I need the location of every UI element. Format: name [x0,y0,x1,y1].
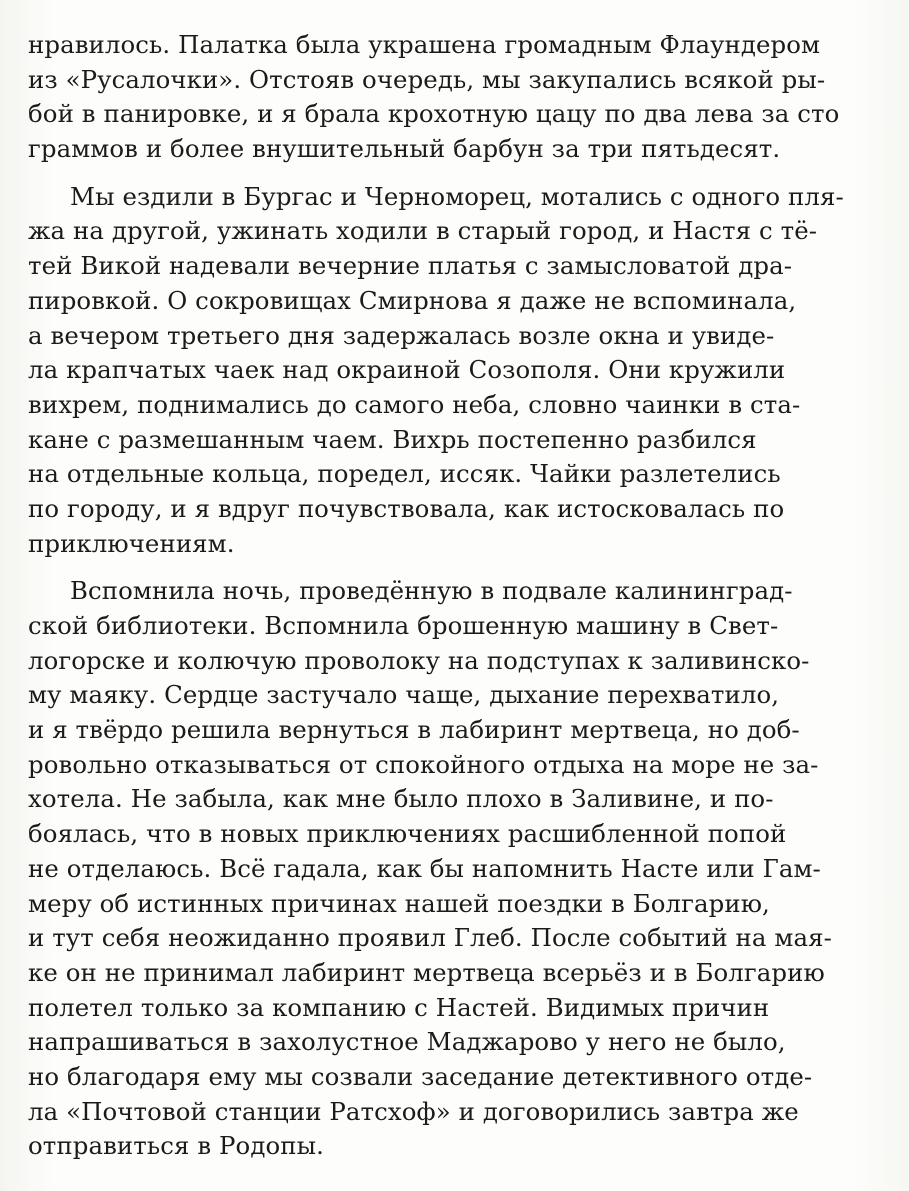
text-line: нравилось. Палатка была украшена громадным Флаундером [28,30,821,59]
paragraph-3 [28,574,832,1164]
text-line: бой в панировке, и я брала крохотную цацу по два лева за сто [28,99,840,129]
text-line: на отдельные кольца, поредел, иссяк. Чайки разлетелись [28,459,781,489]
text-line: Вспомнила ночь, проведённую в подвале калининград- [70,576,793,606]
text-line: меру об истинных причинах нашей поездки в Болгарию, [28,888,770,918]
text-line: по городу, и я вдруг почувствовала, как истосковалась по [28,493,785,523]
paragraph-1 [28,28,840,167]
text-line: из «Русалочки». Отстояв очередь, мы закупались всякой ры- [28,64,826,94]
text-line: му маяку. Сердце застучало чаще, дыхание перехватило, [28,680,780,710]
paragraph-gap [28,167,780,180]
text-line: боялась, что в новых приключениях расшибленной попой [28,819,787,849]
text-line: а вечером третьего дня задержалась возле окна и увиде- [28,320,775,350]
text-line: и тут себя неожиданно проявил Глеб. После событий на мая- [28,923,832,953]
body-text [28,28,844,1164]
text-line: ке он не принимал лабиринт мертвеца всерьёз и в Болгарию [28,957,825,987]
text-line: ровольно отказываться от спокойного отдыха на море не за- [28,749,819,779]
text-line: Мы ездили в Бургас и Черноморец, мотались с одного пля- [70,181,844,211]
text-line: тей Викой надевали вечерние платья с замысловатой дра- [28,251,793,281]
text-line: и я твёрдо решила вернуться в лабиринт мертвеца, но доб- [28,715,800,745]
text-line: пировкой. О сокровищах Смирнова я даже не вспоминала, [28,285,797,315]
text-line: приключениям. [28,528,235,558]
text-line: ла «Почтовой станции Ратсхоф» и договорились завтра же [28,1096,799,1126]
text-line: вихрем, поднимались до самого неба, словно чаинки в ста- [28,389,801,419]
text-line: хотела. Не забыла, как мне было плохо в Заливине, и по- [28,784,774,814]
text-line: отправиться в Родопы. [28,1131,324,1161]
text-line: но благодаря ему мы созвали заседание детективного отде- [28,1061,813,1091]
text-line: жа на другой, ужинать ходили в старый город, и Настя с тё- [28,216,818,246]
text-line: напрашиваться в захолустное Маджарово у него не было, [28,1027,786,1057]
paragraph-gap [28,561,780,574]
text-line: ской библиотеки. Вспомнила брошенную машину в Свет- [28,611,779,640]
paragraph-2 [28,180,844,562]
text-line: граммов и более внушительный барбун за три пятьдесят. [28,134,781,164]
text-line: не отделаюсь. Всё гадала, как бы напомнить Насте или Гам- [28,853,821,883]
text-line: полетел только за компанию с Настей. Видимых причин [28,992,770,1022]
text-line: логорске и колючую проволоку на подступах к заливинско- [28,645,810,675]
text-line: кане с размешанным чаем. Вихрь постепенно разбился [28,424,757,454]
text-line: ла крапчатых чаек над окраиной Созополя. Они кружили [28,355,786,385]
